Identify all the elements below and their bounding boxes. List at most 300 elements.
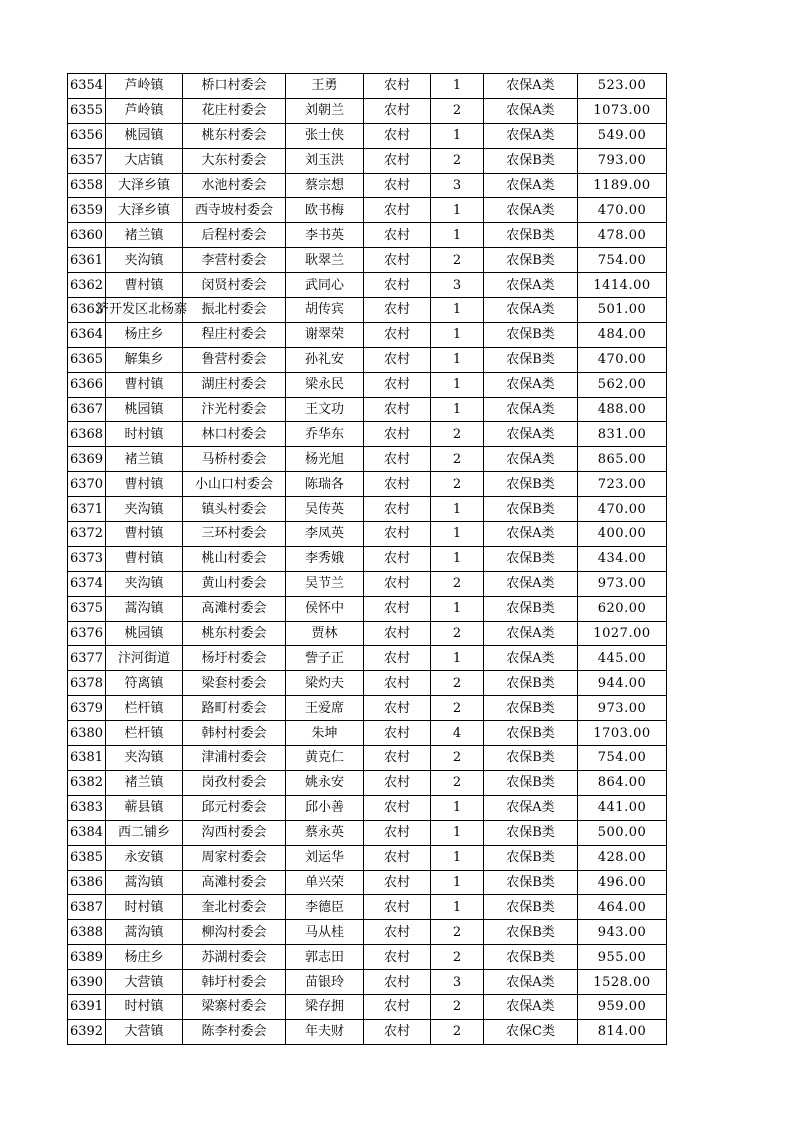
cell-record-id: 6390 [68,970,106,995]
cell-town: 解集乡 [106,347,183,372]
cell-person-count: 1 [431,895,484,920]
cell-person-name: 刘运华 [286,845,364,870]
cell-person-count: 3 [431,173,484,198]
cell-village: 黄山村委会 [183,571,286,596]
cell-person-count: 3 [431,970,484,995]
cell-person-count: 3 [431,273,484,298]
cell-amount: 1703.00 [578,721,667,746]
table-row [68,322,667,347]
table-row [68,422,667,447]
cell-town: 曹村镇 [106,472,183,497]
cell-household-type: 农村 [364,596,431,621]
cell-person-name: 胡传宾 [286,298,364,323]
cell-person-name: 欧书梅 [286,198,364,223]
table-row [68,746,667,771]
cell-person-name: 蔡宗想 [286,173,364,198]
cell-amount: 445.00 [578,646,667,671]
table-row [68,621,667,646]
cell-record-id: 6366 [68,372,106,397]
cell-person-count: 1 [431,397,484,422]
cell-person-name: 单兴荣 [286,870,364,895]
cell-town: 大泽乡镇 [106,173,183,198]
cell-person-name: 姚永安 [286,770,364,795]
cell-household-type: 农村 [364,945,431,970]
cell-category: 农保B类 [484,671,578,696]
cell-person-name: 侯怀中 [286,596,364,621]
cell-household-type: 农村 [364,422,431,447]
cell-town: 褚兰镇 [106,223,183,248]
cell-category: 农保B类 [484,472,578,497]
table-row [68,472,667,497]
cell-village: 岗孜村委会 [183,770,286,795]
cell-village: 桥口村委会 [183,74,286,99]
cell-village: 苏湖村委会 [183,945,286,970]
table-row [68,298,667,323]
cell-record-id: 6385 [68,845,106,870]
cell-category: 农保B类 [484,945,578,970]
cell-village: 高滩村委会 [183,596,286,621]
cell-village: 韩村村委会 [183,721,286,746]
cell-record-id: 6355 [68,98,106,123]
cell-town: 大营镇 [106,1019,183,1044]
cell-village: 水池村委会 [183,173,286,198]
cell-person-name: 陈瑞各 [286,472,364,497]
cell-amount: 1073.00 [578,98,667,123]
cell-town: 夹沟镇 [106,497,183,522]
table-row [68,795,667,820]
cell-person-count: 2 [431,98,484,123]
cell-person-count: 1 [431,646,484,671]
cell-person-name: 王文功 [286,397,364,422]
cell-person-count: 2 [431,422,484,447]
cell-person-name: 李秀娥 [286,546,364,571]
cell-person-name: 蔡永英 [286,820,364,845]
cell-village: 马桥村委会 [183,447,286,472]
cell-record-id: 6384 [68,820,106,845]
cell-village: 高滩村委会 [183,870,286,895]
cell-amount: 973.00 [578,696,667,721]
cell-category: 农保B类 [484,347,578,372]
cell-record-id: 6367 [68,397,106,422]
cell-town: 曹村镇 [106,372,183,397]
cell-person-count: 2 [431,696,484,721]
cell-town: 蒿沟镇 [106,870,183,895]
cell-person-name: 李德臣 [286,895,364,920]
cell-village: 林口村委会 [183,422,286,447]
table-row [68,696,667,721]
cell-amount: 478.00 [578,223,667,248]
cell-person-count: 1 [431,522,484,547]
cell-town: 桃园镇 [106,123,183,148]
cell-record-id: 6371 [68,497,106,522]
cell-village: 桃东村委会 [183,123,286,148]
cell-record-id: 6359 [68,198,106,223]
cell-category: 农保B类 [484,870,578,895]
cell-household-type: 农村 [364,223,431,248]
cell-amount: 500.00 [578,820,667,845]
cell-record-id: 6374 [68,571,106,596]
cell-category: 农保A类 [484,298,578,323]
cell-category: 农保A类 [484,447,578,472]
table-row [68,646,667,671]
cell-person-count: 2 [431,994,484,1019]
table-row [68,895,667,920]
cell-town: 西二铺乡 [106,820,183,845]
cell-amount: 496.00 [578,870,667,895]
cell-village: 柳沟村委会 [183,920,286,945]
cell-person-name: 朱坤 [286,721,364,746]
cell-town: 栏杆镇 [106,721,183,746]
cell-person-name: 苗银玲 [286,970,364,995]
cell-amount: 1027.00 [578,621,667,646]
cell-person-count: 2 [431,1019,484,1044]
cell-village: 小山口村委会 [183,472,286,497]
cell-record-id: 6383 [68,795,106,820]
cell-household-type: 农村 [364,322,431,347]
table-row [68,173,667,198]
cell-category: 农保B类 [484,248,578,273]
cell-amount: 620.00 [578,596,667,621]
cell-record-id: 6362 [68,273,106,298]
table-row [68,198,667,223]
cell-amount: 470.00 [578,497,667,522]
table-row [68,721,667,746]
cell-town: 夹沟镇 [106,746,183,771]
cell-category: 农保A类 [484,123,578,148]
cell-town: 夹沟镇 [106,248,183,273]
cell-record-id: 6381 [68,746,106,771]
table-row [68,522,667,547]
cell-person-count: 2 [431,770,484,795]
cell-record-id: 6379 [68,696,106,721]
cell-category: 农保A类 [484,273,578,298]
table-row [68,397,667,422]
cell-household-type: 农村 [364,721,431,746]
cell-person-name: 吴节兰 [286,571,364,596]
cell-record-id: 6364 [68,322,106,347]
cell-household-type: 农村 [364,173,431,198]
cell-person-name: 吴传英 [286,497,364,522]
cell-category: 农保A类 [484,522,578,547]
cell-person-name: 梁灼夫 [286,671,364,696]
cell-person-name: 张士侠 [286,123,364,148]
cell-village: 桃东村委会 [183,621,286,646]
cell-record-id: 6358 [68,173,106,198]
cell-amount: 943.00 [578,920,667,945]
table-row [68,74,667,99]
cell-person-count: 1 [431,845,484,870]
cell-person-count: 2 [431,746,484,771]
table-row [68,372,667,397]
cell-amount: 955.00 [578,945,667,970]
table-row [68,248,667,273]
cell-category: 农保A类 [484,646,578,671]
cell-household-type: 农村 [364,994,431,1019]
cell-record-id: 6377 [68,646,106,671]
cell-record-id: 6376 [68,621,106,646]
cell-village: 梁寨村委会 [183,994,286,1019]
cell-category: 农保A类 [484,994,578,1019]
table-row [68,447,667,472]
cell-town: 大店镇 [106,148,183,173]
cell-village: 程庄村委会 [183,322,286,347]
cell-person-name: 耿翠兰 [286,248,364,273]
cell-person-count: 1 [431,74,484,99]
cell-record-id: 6368 [68,422,106,447]
cell-person-name: 武同心 [286,273,364,298]
cell-household-type: 农村 [364,820,431,845]
cell-household-type: 农村 [364,845,431,870]
cell-person-name: 王勇 [286,74,364,99]
cell-category: 农保B类 [484,223,578,248]
cell-town: 芦岭镇 [106,98,183,123]
cell-village: 李营村委会 [183,248,286,273]
cell-amount: 562.00 [578,372,667,397]
cell-amount: 973.00 [578,571,667,596]
cell-record-id: 6360 [68,223,106,248]
cell-person-name: 郭志田 [286,945,364,970]
cell-village: 大东村委会 [183,148,286,173]
cell-household-type: 农村 [364,746,431,771]
cell-person-name: 邱小善 [286,795,364,820]
cell-person-name: 谢翠荣 [286,322,364,347]
roster-table [67,73,667,1045]
cell-town: 夹沟镇 [106,571,183,596]
cell-town: 曹村镇 [106,546,183,571]
cell-household-type: 农村 [364,920,431,945]
cell-category: 农保A类 [484,397,578,422]
cell-town: 大泽乡镇 [106,198,183,223]
cell-category: 农保B类 [484,546,578,571]
cell-amount: 428.00 [578,845,667,870]
cell-person-count: 2 [431,447,484,472]
cell-person-count: 1 [431,198,484,223]
table-row [68,148,667,173]
cell-town: 蕲县镇 [106,795,183,820]
cell-town: 蒿沟镇 [106,596,183,621]
cell-town: 桃园镇 [106,397,183,422]
cell-record-id: 6354 [68,74,106,99]
cell-household-type: 农村 [364,795,431,820]
table-row [68,1019,667,1044]
cell-town: 曹村镇 [106,273,183,298]
cell-person-name: 乔华东 [286,422,364,447]
cell-category: 农保B类 [484,820,578,845]
cell-town: 褚兰镇 [106,770,183,795]
cell-person-name: 梁存拥 [286,994,364,1019]
cell-person-name: 刘朝兰 [286,98,364,123]
cell-person-count: 1 [431,795,484,820]
cell-household-type: 农村 [364,74,431,99]
cell-town: 济开发区北杨寨 [106,298,183,323]
cell-village: 韩圩村委会 [183,970,286,995]
cell-person-count: 2 [431,472,484,497]
cell-category: 农保B类 [484,845,578,870]
cell-household-type: 农村 [364,347,431,372]
cell-village: 湖庄村委会 [183,372,286,397]
table-row [68,970,667,995]
cell-household-type: 农村 [364,98,431,123]
cell-amount: 754.00 [578,746,667,771]
cell-household-type: 农村 [364,273,431,298]
cell-village: 后程村委会 [183,223,286,248]
cell-village: 鲁营村委会 [183,347,286,372]
cell-person-name: 马从桂 [286,920,364,945]
cell-town: 蒿沟镇 [106,920,183,945]
cell-town: 永安镇 [106,845,183,870]
cell-household-type: 农村 [364,1019,431,1044]
cell-amount: 754.00 [578,248,667,273]
cell-household-type: 农村 [364,646,431,671]
table-row [68,920,667,945]
cell-village: 汴光村委会 [183,397,286,422]
cell-amount: 959.00 [578,994,667,1019]
cell-record-id: 6356 [68,123,106,148]
cell-person-name: 王爱席 [286,696,364,721]
cell-record-id: 6361 [68,248,106,273]
cell-village: 周家村委会 [183,845,286,870]
cell-village: 邱元村委会 [183,795,286,820]
cell-person-name: 李凤英 [286,522,364,547]
cell-village: 梁套村委会 [183,671,286,696]
cell-amount: 523.00 [578,74,667,99]
cell-category: 农保A类 [484,173,578,198]
table-row [68,347,667,372]
table-row [68,273,667,298]
cell-person-count: 1 [431,298,484,323]
cell-record-id: 6389 [68,945,106,970]
cell-town: 时村镇 [106,422,183,447]
cell-category: 农保A类 [484,621,578,646]
cell-household-type: 农村 [364,472,431,497]
table-row [68,123,667,148]
cell-amount: 501.00 [578,298,667,323]
cell-amount: 831.00 [578,422,667,447]
cell-category: 农保C类 [484,1019,578,1044]
cell-amount: 488.00 [578,397,667,422]
cell-record-id: 6373 [68,546,106,571]
cell-household-type: 农村 [364,372,431,397]
cell-town: 褚兰镇 [106,447,183,472]
cell-category: 农保B类 [484,596,578,621]
cell-household-type: 农村 [364,397,431,422]
table-row [68,770,667,795]
cell-category: 农保B类 [484,148,578,173]
cell-village: 路町村委会 [183,696,286,721]
table-row [68,571,667,596]
cell-record-id: 6386 [68,870,106,895]
cell-household-type: 农村 [364,571,431,596]
cell-category: 农保A类 [484,795,578,820]
cell-amount: 1414.00 [578,273,667,298]
cell-town: 时村镇 [106,994,183,1019]
cell-village: 振北村委会 [183,298,286,323]
cell-amount: 549.00 [578,123,667,148]
cell-village: 西寺坡村委会 [183,198,286,223]
cell-person-count: 1 [431,497,484,522]
cell-category: 农保B类 [484,497,578,522]
cell-person-name: 李书英 [286,223,364,248]
cell-category: 农保B类 [484,322,578,347]
cell-amount: 1189.00 [578,173,667,198]
cell-category: 农保B类 [484,920,578,945]
cell-category: 农保A类 [484,74,578,99]
cell-person-count: 2 [431,248,484,273]
cell-village: 津浦村委会 [183,746,286,771]
cell-record-id: 6388 [68,920,106,945]
document-sheet [67,73,667,1045]
cell-category: 农保B类 [484,770,578,795]
cell-person-count: 2 [431,571,484,596]
table-row [68,870,667,895]
cell-record-id: 6382 [68,770,106,795]
cell-amount: 793.00 [578,148,667,173]
cell-village: 杨圩村委会 [183,646,286,671]
cell-town: 芦岭镇 [106,74,183,99]
cell-record-id: 6357 [68,148,106,173]
cell-household-type: 农村 [364,671,431,696]
cell-person-name: 黄克仁 [286,746,364,771]
cell-amount: 864.00 [578,770,667,795]
cell-household-type: 农村 [364,970,431,995]
cell-town: 时村镇 [106,895,183,920]
cell-person-count: 2 [431,621,484,646]
table-row [68,820,667,845]
cell-person-name: 梁永民 [286,372,364,397]
cell-amount: 944.00 [578,671,667,696]
cell-household-type: 农村 [364,198,431,223]
cell-person-count: 2 [431,920,484,945]
cell-town: 栏杆镇 [106,696,183,721]
table-row [68,497,667,522]
cell-town: 大营镇 [106,970,183,995]
cell-town: 桃园镇 [106,621,183,646]
cell-category: 农保B类 [484,721,578,746]
cell-record-id: 6378 [68,671,106,696]
cell-person-count: 1 [431,322,484,347]
cell-person-name: 杨光旭 [286,447,364,472]
cell-amount: 464.00 [578,895,667,920]
cell-amount: 723.00 [578,472,667,497]
table-row [68,596,667,621]
cell-household-type: 农村 [364,696,431,721]
table-row [68,98,667,123]
table-row [68,671,667,696]
cell-record-id: 6370 [68,472,106,497]
roster-body [68,74,667,1045]
cell-household-type: 农村 [364,123,431,148]
cell-town: 杨庄乡 [106,322,183,347]
cell-village: 花庄村委会 [183,98,286,123]
cell-record-id: 6363 [68,298,106,323]
cell-household-type: 农村 [364,148,431,173]
cell-person-count: 1 [431,347,484,372]
cell-category: 农保B类 [484,696,578,721]
cell-person-count: 2 [431,945,484,970]
cell-category: 农保B类 [484,895,578,920]
table-row [68,546,667,571]
cell-person-name: 刘玉洪 [286,148,364,173]
cell-household-type: 农村 [364,770,431,795]
cell-record-id: 6369 [68,447,106,472]
cell-category: 农保A类 [484,198,578,223]
cell-household-type: 农村 [364,870,431,895]
cell-village: 桃山村委会 [183,546,286,571]
cell-person-name: 孙礼安 [286,347,364,372]
table-row [68,845,667,870]
cell-village: 沟西村委会 [183,820,286,845]
cell-household-type: 农村 [364,522,431,547]
